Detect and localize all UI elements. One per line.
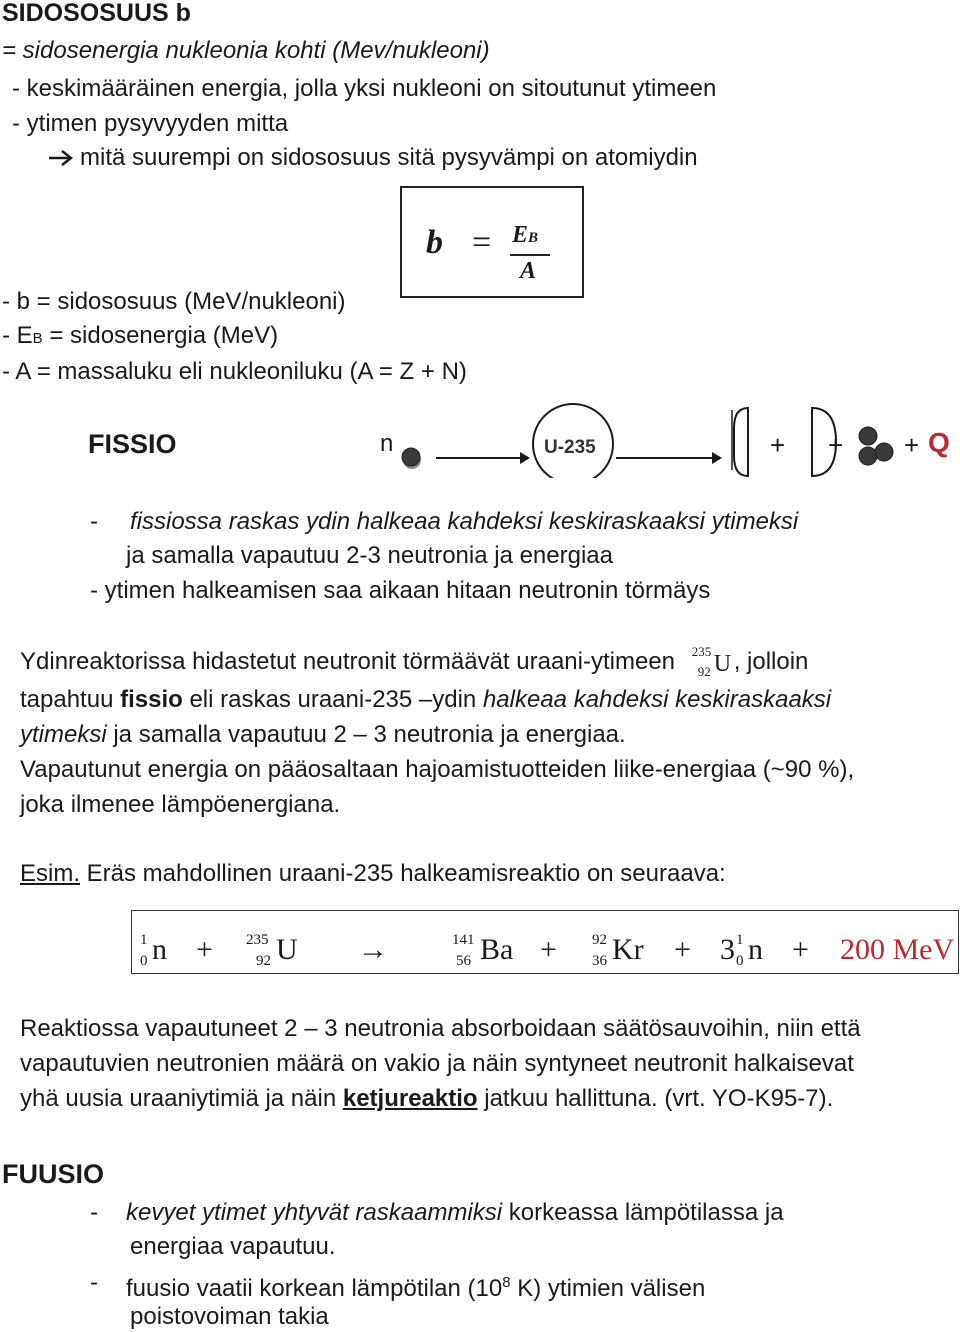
fission-diagram: [396, 398, 960, 478]
fissio-bullet1-line2: ja samalla vapautuu 2-3 neutronia ja energiaa: [126, 542, 613, 569]
paragraph1-line2: tapahtuu fissio eli raskas uraani-235 –ydin halkeaa kahdeksi keskiraskaaksi: [20, 686, 832, 713]
n-mass: 1: [736, 932, 744, 948]
kr-symbol: Kr: [612, 933, 644, 966]
fuusio-bullet1-line2: energiaa vapautuu.: [130, 1233, 336, 1260]
u-mass: 235: [246, 932, 269, 948]
plus-sign: +: [196, 933, 213, 966]
fraction-bar: [510, 254, 550, 256]
formula-equals: =: [472, 224, 492, 261]
q-label: Q: [928, 427, 950, 458]
bullet-dash: -: [90, 508, 98, 535]
bullet-line: - keskimääräinen energia, jolla yksi nukleoni on sitoutunut ytimeen: [12, 75, 717, 102]
arrow-line-text: mitä suurempi on sidososuus sitä pysyvämpi on atomiydin: [80, 144, 698, 171]
neutron-label: n: [380, 430, 394, 457]
definition-b: - b = sidososuus (MeV/nukleoni): [2, 288, 346, 315]
fuusio-bullet1-line1: kevyet ytimet yhtyvät raskaammiksi korkeassa lämpötilassa ja: [126, 1199, 784, 1226]
paragraph2-line2: vapautuvien neutronien määrä on vakio ja näin syntyneet neutronit halkaisevat: [20, 1050, 854, 1077]
n-atomic: 0: [140, 953, 148, 969]
page-title: SIDOSOSUUS b: [2, 0, 191, 27]
ba-atomic: 56: [456, 953, 471, 969]
n-atomic: 0: [736, 953, 744, 969]
definition-line: = sidosenergia nukleonia kohti (Mev/nukleoni): [2, 37, 490, 64]
coefficient: 3: [720, 933, 735, 966]
paragraph1-line3: ytimeksi ja samalla vapautuu 2 – 3 neutronia ja energiaa.: [20, 721, 626, 748]
example-line: Esim. Eräs mahdollinen uraani-235 halkeamisreaktio on seuraava:: [20, 860, 726, 887]
plus-sign: +: [540, 933, 557, 966]
right-arrow-icon: [48, 148, 74, 168]
ba-symbol: Ba: [480, 933, 514, 966]
bullet-dash: -: [90, 1269, 98, 1296]
bullet-line: - ytimen pysyvyyden mitta: [12, 110, 289, 137]
formula-denominator: A: [520, 258, 537, 284]
paragraph1-line1: Ydinreaktorissa hidastetut neutronit törmäävät uraani-ytimeen 235 92 U , jolloin: [20, 644, 809, 679]
n-symbol: n: [152, 933, 167, 966]
paragraph1-line5: joka ilmenee lämpöenergiana.: [20, 791, 341, 818]
fuusio-bullet2-line2: poistovoiman takia: [130, 1303, 329, 1330]
energy-value: 200 MeV: [840, 933, 955, 966]
paragraph2-line1: Reaktiossa vapautuneet 2 – 3 neutronia absorboidaan säätösauvoihin, niin että: [20, 1015, 861, 1042]
reaction-arrow: →: [358, 933, 388, 966]
u-symbol: U: [276, 933, 298, 966]
ba-mass: 141: [452, 932, 475, 948]
paragraph1-line4: Vapautunut energia on pääosaltaan hajoamistuotteiden liike-energiaa (~90 %),: [20, 756, 855, 783]
nucleus-label: U-235: [544, 437, 596, 458]
fissio-heading: FISSIO: [88, 429, 177, 459]
fuusio-bullet2-line1: fuusio vaatii korkean lämpötilan ($10^8$ K) ytimien välisen: [126, 1274, 706, 1302]
plus-sign: +: [674, 933, 691, 966]
fuusio-heading: FUUSIO: [2, 1159, 105, 1189]
bullet-dash: -: [90, 1199, 98, 1226]
plus-sign: +: [770, 430, 786, 460]
definition-eb: - EB = sidosenergia (MeV): [2, 322, 279, 349]
fissio-bullet1-line1: fissiossa raskas ydin halkeaa kahdeksi keskiraskaaksi ytimeksi: [130, 508, 799, 535]
plus-sign: +: [828, 430, 844, 460]
formula-box: [400, 186, 584, 298]
n-symbol: n: [748, 933, 763, 966]
paragraph2-line3: yhä uusia uraaniytimiä ja näin ketjureaktio jatkuu hallittuna. (vrt. YO-K95-7).: [20, 1085, 834, 1112]
u-atomic: 92: [256, 953, 271, 969]
formula-lhs: b: [426, 224, 443, 261]
plus-sign: +: [792, 933, 809, 966]
nuclide-u235: 235 92 U: [691, 644, 732, 679]
formula-numerator: EB: [512, 222, 539, 248]
n-mass: 1: [140, 932, 148, 948]
fissio-bullet2: - ytimen halkeamisen saa aikaan hitaan neutronin törmäys: [90, 577, 711, 604]
plus-sign: +: [904, 430, 920, 460]
kr-atomic: 36: [592, 953, 607, 969]
definition-a: - A = massaluku eli nukleoniluku (A = Z + N): [2, 358, 467, 385]
kr-mass: 92: [592, 932, 607, 948]
reaction-equation-box: [131, 910, 959, 974]
